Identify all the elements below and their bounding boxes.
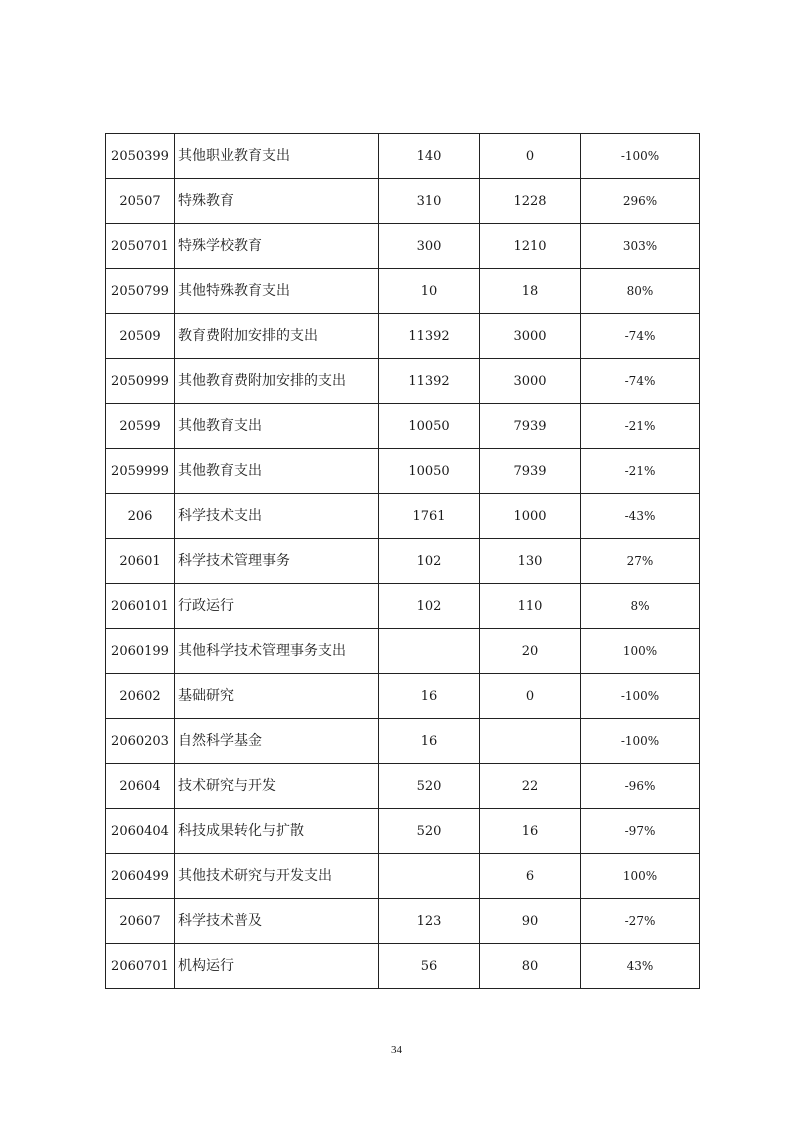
account-code-cell: 20601 xyxy=(106,539,175,584)
account-code-cell: 2050999 xyxy=(106,359,175,404)
item-name-cell: 特殊学校教育 xyxy=(175,224,379,269)
table-row xyxy=(106,179,700,224)
current-amount-cell: 3000 xyxy=(480,359,581,404)
account-code-cell: 2060404 xyxy=(106,809,175,854)
table-row xyxy=(106,404,700,449)
table-row xyxy=(106,899,700,944)
previous-amount-cell: 102 xyxy=(379,539,480,584)
item-name-cell: 基础研究 xyxy=(175,674,379,719)
item-name-cell: 自然科学基金 xyxy=(175,719,379,764)
account-code-cell: 2060101 xyxy=(106,584,175,629)
change-percent-cell: 100% xyxy=(581,854,700,899)
current-amount-cell: 1210 xyxy=(480,224,581,269)
current-amount-cell: 110 xyxy=(480,584,581,629)
item-name-cell: 其他教育支出 xyxy=(175,449,379,494)
account-code-cell: 2050399 xyxy=(106,134,175,179)
current-amount-cell: 22 xyxy=(480,764,581,809)
change-percent-cell: -21% xyxy=(581,449,700,494)
account-code-cell: 2060203 xyxy=(106,719,175,764)
item-name-cell: 机构运行 xyxy=(175,944,379,989)
account-code-cell: 20607 xyxy=(106,899,175,944)
previous-amount-cell: 102 xyxy=(379,584,480,629)
current-amount-cell: 0 xyxy=(480,674,581,719)
previous-amount-cell: 11392 xyxy=(379,314,480,359)
change-percent-cell: 303% xyxy=(581,224,700,269)
previous-amount-cell: 10050 xyxy=(379,449,480,494)
previous-amount-cell: 16 xyxy=(379,674,480,719)
table-row xyxy=(106,539,700,584)
change-percent-cell: 8% xyxy=(581,584,700,629)
change-percent-cell: 100% xyxy=(581,629,700,674)
table-row xyxy=(106,764,700,809)
previous-amount-cell xyxy=(379,629,480,674)
table-row xyxy=(106,629,700,674)
table-row xyxy=(106,449,700,494)
account-code-cell: 2059999 xyxy=(106,449,175,494)
current-amount-cell: 6 xyxy=(480,854,581,899)
current-amount-cell: 3000 xyxy=(480,314,581,359)
page-number: 34 xyxy=(391,1044,402,1056)
account-code-cell: 2050799 xyxy=(106,269,175,314)
account-code-cell: 20599 xyxy=(106,404,175,449)
previous-amount-cell: 520 xyxy=(379,764,480,809)
item-name-cell: 科技成果转化与扩散 xyxy=(175,809,379,854)
current-amount-cell xyxy=(480,719,581,764)
item-name-cell: 其他科学技术管理事务支出 xyxy=(175,629,379,674)
account-code-cell: 2050701 xyxy=(106,224,175,269)
current-amount-cell: 90 xyxy=(480,899,581,944)
account-code-cell: 20507 xyxy=(106,179,175,224)
table-row xyxy=(106,674,700,719)
previous-amount-cell: 300 xyxy=(379,224,480,269)
current-amount-cell: 16 xyxy=(480,809,581,854)
change-percent-cell: -97% xyxy=(581,809,700,854)
item-name-cell: 行政运行 xyxy=(175,584,379,629)
change-percent-cell: 80% xyxy=(581,269,700,314)
change-percent-cell: -43% xyxy=(581,494,700,539)
table-row xyxy=(106,854,700,899)
account-code-cell: 206 xyxy=(106,494,175,539)
current-amount-cell: 1228 xyxy=(480,179,581,224)
item-name-cell: 其他教育费附加安排的支出 xyxy=(175,359,379,404)
table-row xyxy=(106,494,700,539)
account-code-cell: 2060499 xyxy=(106,854,175,899)
current-amount-cell: 1000 xyxy=(480,494,581,539)
current-amount-cell: 7939 xyxy=(480,449,581,494)
previous-amount-cell: 16 xyxy=(379,719,480,764)
table-row xyxy=(106,359,700,404)
change-percent-cell: -100% xyxy=(581,719,700,764)
change-percent-cell: -100% xyxy=(581,134,700,179)
current-amount-cell: 0 xyxy=(480,134,581,179)
item-name-cell: 特殊教育 xyxy=(175,179,379,224)
budget-table xyxy=(105,133,700,989)
item-name-cell: 其他特殊教育支出 xyxy=(175,269,379,314)
table-row xyxy=(106,314,700,359)
account-code-cell: 20509 xyxy=(106,314,175,359)
previous-amount-cell: 310 xyxy=(379,179,480,224)
previous-amount-cell: 10 xyxy=(379,269,480,314)
change-percent-cell: 27% xyxy=(581,539,700,584)
table-row xyxy=(106,224,700,269)
change-percent-cell: -21% xyxy=(581,404,700,449)
table-row xyxy=(106,719,700,764)
table-body xyxy=(106,134,700,989)
item-name-cell: 技术研究与开发 xyxy=(175,764,379,809)
previous-amount-cell: 123 xyxy=(379,899,480,944)
account-code-cell: 2060199 xyxy=(106,629,175,674)
table-row xyxy=(106,584,700,629)
item-name-cell: 其他教育支出 xyxy=(175,404,379,449)
item-name-cell: 科学技术管理事务 xyxy=(175,539,379,584)
table-row xyxy=(106,944,700,989)
previous-amount-cell xyxy=(379,854,480,899)
current-amount-cell: 18 xyxy=(480,269,581,314)
table-row xyxy=(106,269,700,314)
account-code-cell: 2060701 xyxy=(106,944,175,989)
current-amount-cell: 130 xyxy=(480,539,581,584)
change-percent-cell: -27% xyxy=(581,899,700,944)
previous-amount-cell: 56 xyxy=(379,944,480,989)
previous-amount-cell: 10050 xyxy=(379,404,480,449)
previous-amount-cell: 11392 xyxy=(379,359,480,404)
item-name-cell: 科学技术支出 xyxy=(175,494,379,539)
current-amount-cell: 20 xyxy=(480,629,581,674)
table-row xyxy=(106,134,700,179)
item-name-cell: 其他技术研究与开发支出 xyxy=(175,854,379,899)
change-percent-cell: -96% xyxy=(581,764,700,809)
previous-amount-cell: 1761 xyxy=(379,494,480,539)
account-code-cell: 20604 xyxy=(106,764,175,809)
previous-amount-cell: 140 xyxy=(379,134,480,179)
previous-amount-cell: 520 xyxy=(379,809,480,854)
current-amount-cell: 80 xyxy=(480,944,581,989)
item-name-cell: 其他职业教育支出 xyxy=(175,134,379,179)
change-percent-cell: -100% xyxy=(581,674,700,719)
current-amount-cell: 7939 xyxy=(480,404,581,449)
change-percent-cell: 43% xyxy=(581,944,700,989)
change-percent-cell: -74% xyxy=(581,314,700,359)
table-row xyxy=(106,809,700,854)
change-percent-cell: 296% xyxy=(581,179,700,224)
item-name-cell: 科学技术普及 xyxy=(175,899,379,944)
account-code-cell: 20602 xyxy=(106,674,175,719)
change-percent-cell: -74% xyxy=(581,359,700,404)
item-name-cell: 教育费附加安排的支出 xyxy=(175,314,379,359)
